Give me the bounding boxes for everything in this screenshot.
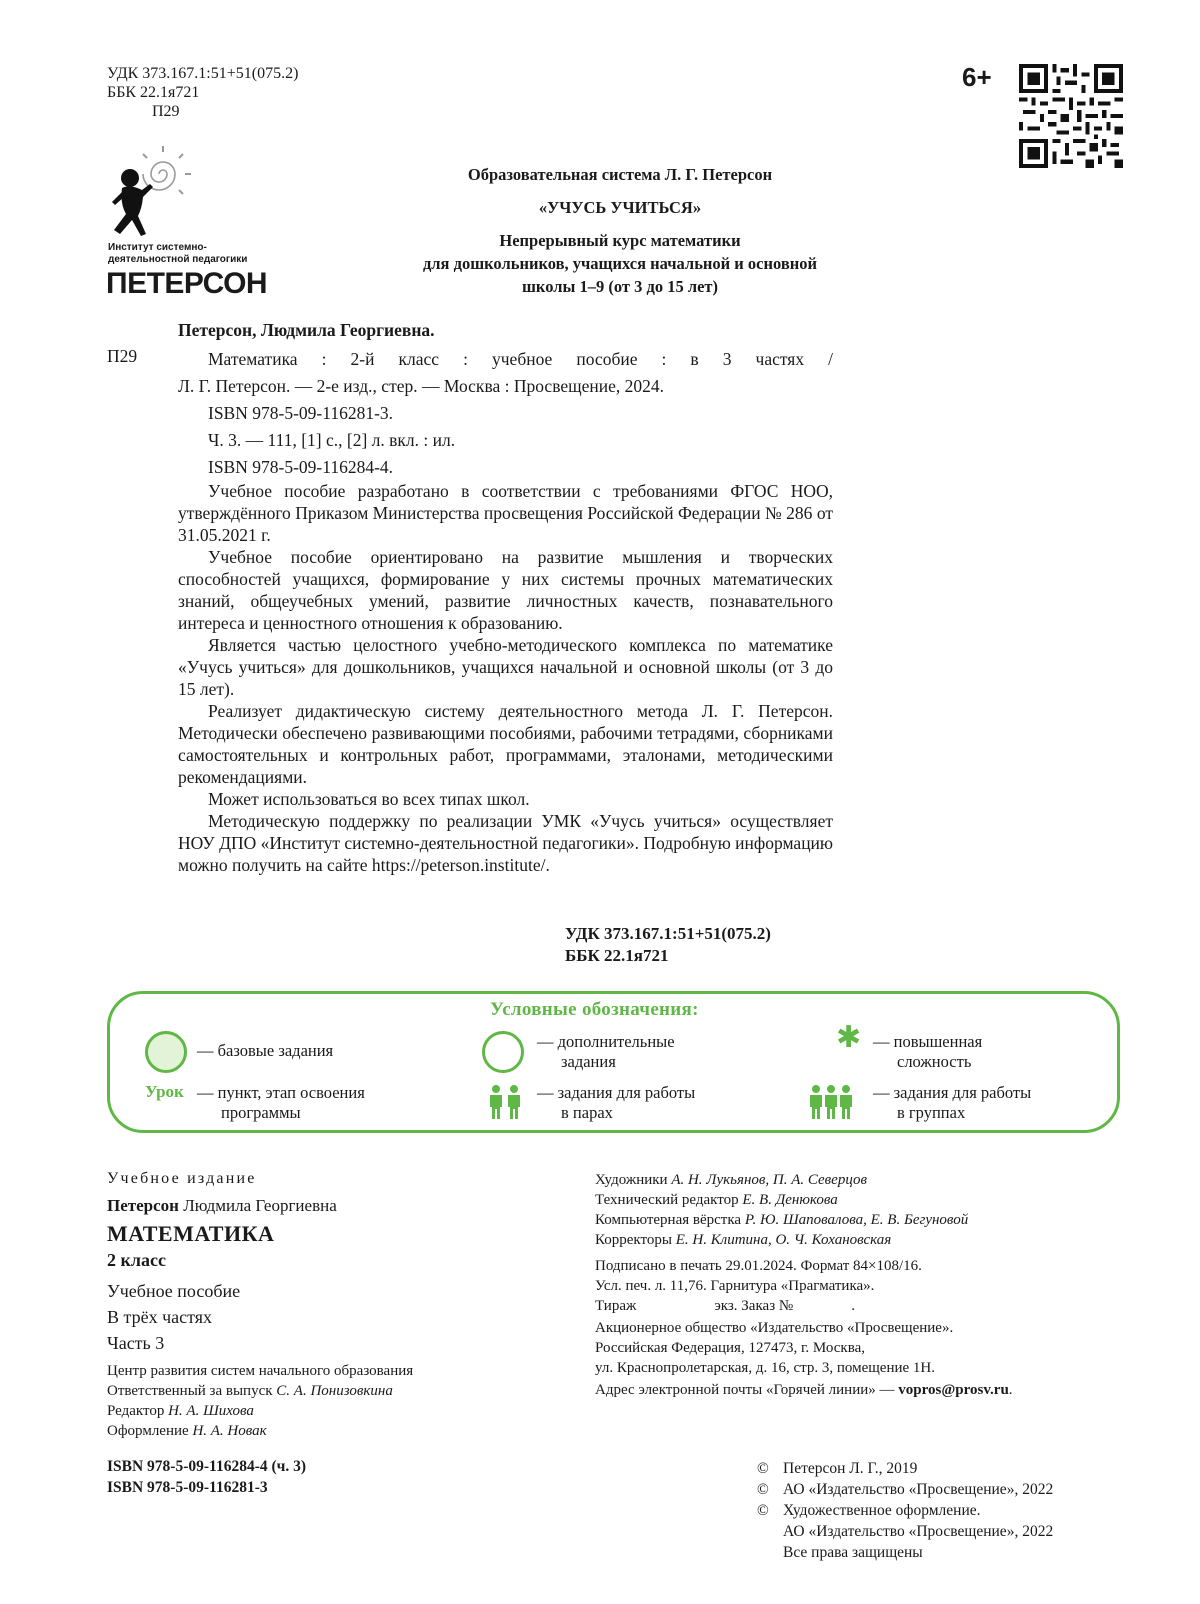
legend-lesson-word: Урок bbox=[145, 1082, 184, 1101]
imprint-isbn-common: ISBN 978-5-09-116281-3 bbox=[107, 1479, 268, 1496]
copyright-text-2: АО «Издательство «Просвещение», 2022 bbox=[783, 1481, 1054, 1498]
qr-code-icon bbox=[1019, 64, 1123, 168]
legend-pairs-line1: — задания для работы bbox=[537, 1083, 696, 1102]
imprint-kind: Учебное издание bbox=[107, 1170, 257, 1187]
imprint-tech bbox=[595, 1190, 968, 1210]
biblio-udk: УДК 373.167.1:51+51(075.2) bbox=[565, 924, 771, 943]
copyright-text-1: Петерсон Л. Г., 2019 bbox=[783, 1460, 918, 1477]
imprint-design-label: Оформление bbox=[107, 1423, 189, 1439]
imprint-type: Учебное пособие bbox=[107, 1281, 241, 1301]
layout-label: Компьютерная вёрстка bbox=[595, 1212, 742, 1228]
copyright-2 bbox=[757, 1479, 1053, 1500]
age-rating: 6+ bbox=[962, 62, 992, 92]
order-label: экз. Заказ № bbox=[714, 1298, 794, 1314]
imprint-staff bbox=[107, 1361, 413, 1441]
biblio-title-line: Математика : 2-й класс : учебное пособие : в 3 частях / bbox=[208, 349, 833, 369]
publisher-line3: ул. Краснопролетарская, д. 16, стр. 3, помещение 1Н. bbox=[595, 1360, 935, 1376]
run-label: Тираж bbox=[595, 1298, 637, 1314]
group-people-icon bbox=[809, 1084, 853, 1120]
biblio-author: Петерсон, Людмила Георгиевна. bbox=[178, 320, 435, 340]
bbk-code: ББК 22.1я721 bbox=[107, 84, 200, 101]
imprint-resp-name: С. А. Понизовкина bbox=[276, 1383, 393, 1399]
publisher-line1: Акционерное общество «Издательство «Просвещение». bbox=[595, 1320, 954, 1336]
imprint-isbn-part: ISBN 978-5-09-116284-4 (ч. 3) bbox=[107, 1458, 307, 1475]
annotation-paragraph-4: Реализует дидактическую систему деятельностного метода Л. Г. Петерсон. Методически обеспечено развивающими пособиями, рабочими тетрадями, сборниками самостоятельных и контрольных работ, программами, эталонами, методическими рекомендациями. bbox=[178, 701, 833, 787]
top-codes bbox=[107, 64, 298, 121]
biblio-bbk: ББК 22.1я721 bbox=[565, 946, 669, 965]
imprint-layout bbox=[595, 1210, 968, 1230]
imprint-grade: 2 класс bbox=[107, 1250, 166, 1270]
empty-circle-icon bbox=[482, 1031, 524, 1073]
tech-name: Е. В. Денюкова bbox=[742, 1192, 838, 1208]
imprint-author-name: Людмила Георгиевна bbox=[183, 1196, 337, 1215]
logo-caption bbox=[108, 242, 247, 266]
legend-basic: — базовые задания bbox=[197, 1041, 334, 1060]
course-line-3: школы 1–9 (от 3 до 15 лет) bbox=[521, 277, 719, 296]
copyright-text-3: Художественное оформление. bbox=[783, 1502, 981, 1519]
legend-pairs-line2: в парах bbox=[561, 1103, 613, 1122]
series-system: Образовательная система Л. Г. Петерсон bbox=[467, 165, 773, 184]
biblio-resp-line: Л. Г. Петерсон. — 2-е изд., стер. — Москва : Просвещение, 2024. bbox=[178, 376, 664, 396]
copyright-5 bbox=[757, 1542, 1053, 1563]
legend-lesson bbox=[197, 1083, 365, 1123]
copyright-3 bbox=[757, 1500, 1053, 1521]
imprint-sheets: Усл. печ. л. 11,76. Гарнитура «Прагматика». bbox=[595, 1278, 875, 1294]
imprint-print-info bbox=[595, 1256, 922, 1316]
imprint-design bbox=[107, 1421, 413, 1441]
imprint-type-block bbox=[107, 1278, 240, 1356]
imprint-author-surname: Петерсон bbox=[107, 1196, 179, 1215]
legend-groups-line1: — задания для работы bbox=[873, 1083, 1032, 1102]
pair-people-icon bbox=[488, 1084, 522, 1120]
legend-pairs bbox=[537, 1083, 695, 1123]
biblio-codes bbox=[565, 923, 771, 967]
copyright-4 bbox=[757, 1521, 1053, 1542]
imprint-responsible bbox=[107, 1381, 413, 1401]
annotation-paragraph-3: Является частью целостного учебно-методического комплекса по математике «Учусь учиться» для дошкольников, учащихся начальной и основной школы (от 3 до 15 лет). bbox=[178, 635, 833, 699]
copyright-symbol: © bbox=[757, 1460, 769, 1477]
imprint-parts: В трёх частях bbox=[107, 1307, 213, 1327]
email-end: . bbox=[1008, 1382, 1013, 1398]
imprint-editor-name: Н. А. Шихова bbox=[168, 1403, 254, 1419]
legend-groups bbox=[873, 1083, 1031, 1123]
peterson-logo-figure-icon bbox=[108, 144, 198, 244]
course-line-1: Непрерывный курс математики bbox=[499, 231, 741, 250]
legend-hard-line2: сложность bbox=[897, 1052, 972, 1071]
author-index: П29 bbox=[152, 103, 180, 120]
copyright-symbol: © bbox=[757, 1502, 769, 1519]
copyright-text-5: Все права защищены bbox=[783, 1544, 923, 1561]
imprint-editor bbox=[107, 1401, 413, 1421]
imprint-isbns bbox=[107, 1456, 306, 1498]
imprint-proof bbox=[595, 1230, 968, 1250]
proof-names: Е. Н. Клитина, О. Ч. Кохановская bbox=[675, 1232, 892, 1248]
biblio-index: П29 bbox=[107, 346, 138, 366]
imprint-editor-label: Редактор bbox=[107, 1403, 165, 1419]
biblio-record bbox=[178, 346, 833, 481]
filled-circle-icon bbox=[145, 1031, 187, 1073]
annotation-paragraph-6: Методическую поддержку по реализации УМК «Учусь учиться» осуществляет НОУ ДПО «Институт системно-деятельностной педагогики». Подробную информацию можно получить на сайте https://peterson.institute/. bbox=[178, 811, 833, 875]
legend-groups-line2: в группах bbox=[897, 1103, 966, 1122]
course-line-2: для дошкольников, учащихся начальной и основной bbox=[422, 254, 818, 273]
imprint-right-staff bbox=[595, 1170, 968, 1250]
imprint-part: Часть 3 bbox=[107, 1333, 165, 1353]
imprint-signed: Подписано в печать 29.01.2024. Формат 84×108/16. bbox=[595, 1258, 922, 1274]
imprint-email-line bbox=[595, 1380, 1013, 1400]
annotation-paragraph-1: Учебное пособие разработано в соответствии с требованиями ФГОС НОО, утверждённого Приказом Министерства просвещения Российской Федерации № 286 от 31.05.2021 г. bbox=[178, 481, 833, 545]
legend-hard bbox=[873, 1032, 982, 1072]
biblio-isbn-part: ISBN 978-5-09-116284-4. bbox=[208, 457, 394, 477]
copyright-block bbox=[757, 1458, 1053, 1563]
copyright-text-4: АО «Издательство «Просвещение», 2022 bbox=[783, 1523, 1054, 1540]
imprint-title: МАТЕМАТИКА bbox=[107, 1221, 275, 1246]
layout-names: Р. Ю. Шаповалова, Е. В. Бегуновой bbox=[744, 1212, 969, 1228]
biblio-part: Ч. 3. — 111, [1] с., [2] л. вкл. : ил. bbox=[208, 430, 456, 450]
imprint-resp-label: Ответственный за выпуск bbox=[107, 1383, 273, 1399]
imprint-center: Центр развития систем начального образования bbox=[107, 1363, 414, 1379]
email-label: Адрес электронной почты «Горячей линии» — bbox=[595, 1382, 895, 1398]
artists-label: Художники bbox=[595, 1172, 668, 1188]
series-course bbox=[360, 229, 880, 298]
series-slogan: «УЧУСЬ УЧИТЬСЯ» bbox=[538, 198, 702, 217]
legend-lesson-line2: программы bbox=[221, 1103, 301, 1122]
asterisk-icon: ✱ bbox=[836, 1020, 862, 1055]
imprint-artists bbox=[595, 1170, 968, 1190]
copyright-symbol: © bbox=[757, 1481, 769, 1498]
imprint-author bbox=[107, 1196, 337, 1216]
tech-label: Технический редактор bbox=[595, 1192, 739, 1208]
proof-label: Корректоры bbox=[595, 1232, 672, 1248]
imprint-design-name: Н. А. Новак bbox=[192, 1423, 267, 1439]
email-link[interactable]: vopros@prosv.ru bbox=[898, 1382, 1009, 1398]
logo-caption-line2: деятельностной педагогики bbox=[108, 254, 248, 265]
legend-title: Условные обозначения: bbox=[490, 999, 699, 1020]
imprint-run bbox=[595, 1296, 922, 1316]
order-end: . bbox=[851, 1298, 855, 1314]
artists-names: А. Н. Лукьянов, П. А. Северцов bbox=[671, 1172, 868, 1188]
annotation-paragraph-2: Учебное пособие ориентировано на развитие мышления и творческих способностей учащихся, формирование у них системы прочных математических знаний, общеучебных умений, развитие личностных качеств, познавательного интереса и ценностного отношения к образованию. bbox=[178, 547, 833, 633]
udk-code: УДК 373.167.1:51+51(075.2) bbox=[107, 65, 299, 82]
legend-extra bbox=[537, 1032, 675, 1072]
legend-extra-line2: задания bbox=[561, 1052, 616, 1071]
biblio-annotation bbox=[178, 480, 833, 876]
imprint-publisher bbox=[595, 1318, 953, 1378]
biblio-isbn-common: ISBN 978-5-09-116281-3. bbox=[208, 403, 394, 423]
copyright-1 bbox=[757, 1458, 1053, 1479]
legend-hard-line1: — повышенная bbox=[873, 1032, 983, 1051]
logo-caption-line1: Институт системно- bbox=[108, 242, 207, 253]
annotation-paragraph-5: Может использоваться во всех типах школ. bbox=[208, 789, 530, 809]
logo-name: ПЕТЕРСОН bbox=[106, 267, 268, 300]
publisher-line2: Российская Федерация, 127473, г. Москва, bbox=[595, 1340, 865, 1356]
legend-extra-line1: — дополнительные bbox=[537, 1032, 675, 1051]
legend-lesson-line1: — пункт, этап освоения bbox=[197, 1083, 365, 1102]
